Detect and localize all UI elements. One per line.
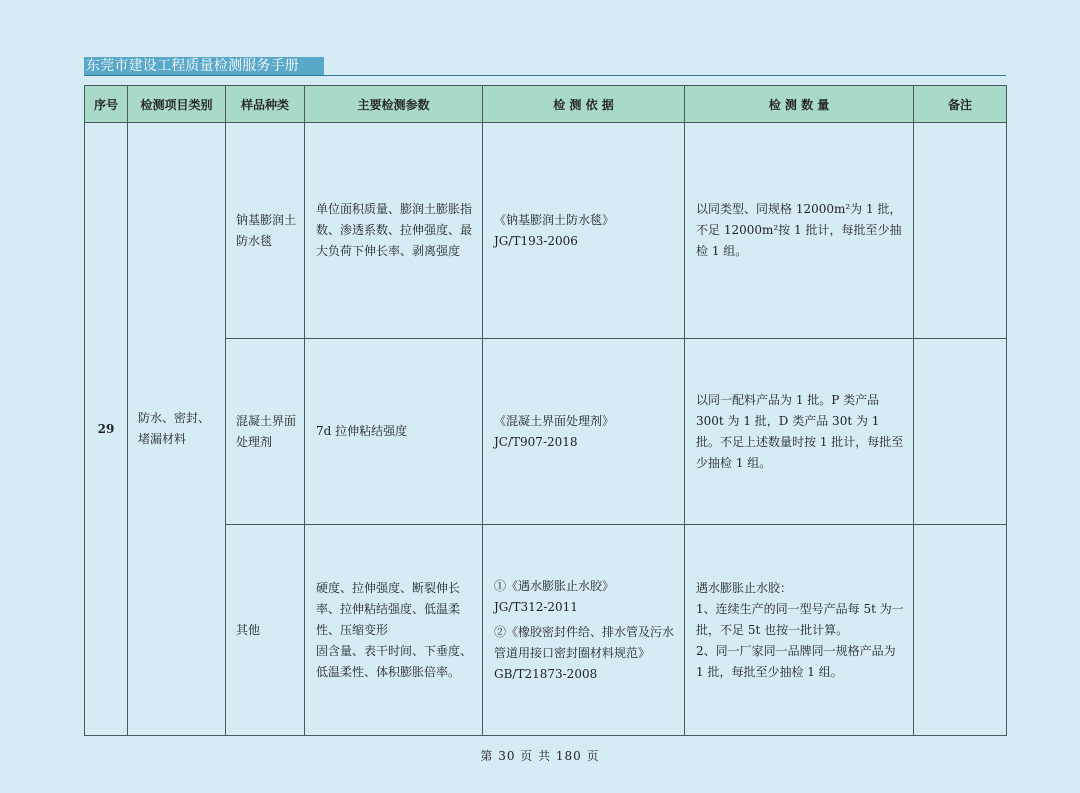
sample-type-cell: 钠基膨润土防水毯 [226, 123, 305, 339]
basis-code: GB/T21873-2008 [494, 666, 598, 681]
params-text: 固含量、表干时间、下垂度、低温柔性、体积膨胀倍率。 [316, 643, 473, 679]
col-header-sample: 样品种类 [226, 86, 305, 123]
note-cell [914, 525, 1007, 736]
params-text: 硬度、拉伸强度、断裂伸长率、拉伸粘结强度、低温柔性、压缩变形 [316, 580, 461, 637]
params-cell: 单位面积质量、膨润土膨胀指数、渗透系数、拉伸强度、最大负荷下伸长率、剥离强度 [305, 123, 483, 339]
category-cell: 防水、密封、堵漏材料 [128, 123, 226, 736]
quantity-cell [685, 525, 914, 736]
basis-cell [483, 525, 685, 736]
sample-type-cell: 其他 [226, 525, 305, 736]
basis-title: ②《橡胶密封件给、排水管及污水管道用接口密封圈材料规范》 [494, 624, 675, 660]
basis-code: JG/T312-2011 [494, 599, 578, 614]
header-divider [84, 75, 1006, 76]
col-header-params: 主要检测参数 [305, 86, 483, 123]
basis-code: JG/T193-2006 [494, 233, 578, 248]
basis-title: ①《遇水膨胀止水胶》 [494, 578, 615, 593]
page-number: 第 30 页 共 180 页 [480, 749, 600, 763]
basis-cell [483, 339, 685, 525]
col-header-basis: 检 测 依 据 [483, 86, 685, 123]
basis-cell [483, 123, 685, 339]
quantity-cell: 以同类型、同规格 12000m²为 1 批，不足 12000m²按 1 批计，每批至少抽检 1 组。 [685, 123, 914, 339]
col-header-quantity: 检 测 数 量 [685, 86, 914, 123]
manual-title: 东莞市建设工程质量检测服务手册 [84, 57, 324, 75]
sample-type-cell: 混凝土界面处理剂 [226, 339, 305, 525]
table-row [85, 123, 1007, 339]
row-number: 29 [85, 123, 128, 736]
col-header-note: 备注 [914, 86, 1007, 123]
inspection-table [84, 85, 1007, 736]
params-cell: 7d 拉伸粘结强度 [305, 339, 483, 525]
params-cell [305, 525, 483, 736]
col-header-category: 检测项目类别 [128, 86, 226, 123]
col-header-no: 序号 [85, 86, 128, 123]
basis-title: 《钠基膨润土防水毯》 [494, 212, 615, 227]
quantity-heading: 遇水膨胀止水胶： [696, 580, 793, 595]
quantity-cell: 以同一配料产品为 1 批。P 类产品 300t 为 1 批，D 类产品 30t 为 1 批。不足上述数量时按 1 批计，每批至少抽检 1 组。 [685, 339, 914, 525]
basis-code: JC/T907-2018 [494, 434, 578, 449]
table-header-row [85, 86, 1007, 123]
quantity-item: 2、同一厂家同一品牌同一规格产品为 1 批，每批至少抽检 1 组。 [696, 643, 896, 679]
note-cell [914, 123, 1007, 339]
note-cell [914, 339, 1007, 525]
basis-title: 《混凝土界面处理剂》 [494, 413, 615, 428]
quantity-item: 1、连续生产的同一型号产品每 5t 为一批，不足 5t 也按一批计算。 [696, 601, 904, 637]
